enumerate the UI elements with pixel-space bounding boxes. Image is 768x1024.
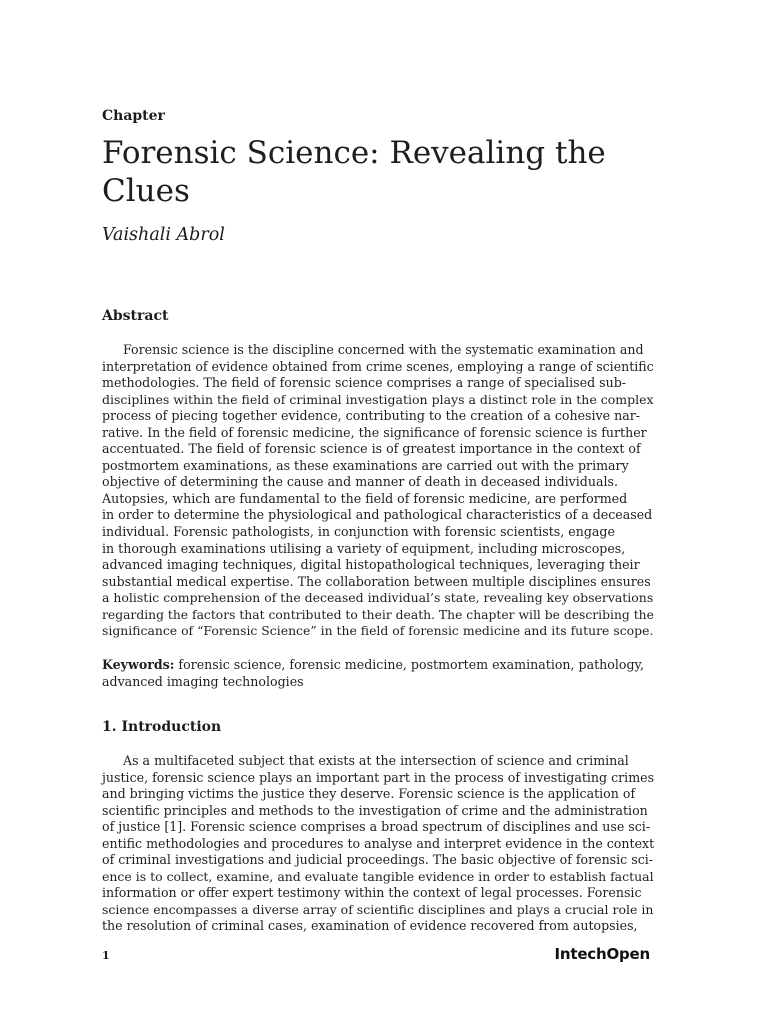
- abstract-line: disciplines within the field of criminal investigation plays a distinct role in the complex: [102, 391, 654, 407]
- introduction-line: information or offer expert testimony within the context of legal processes. Forensic: [102, 885, 642, 901]
- page-footer: [102, 945, 654, 967]
- keywords-label: Keywords:: [102, 657, 175, 672]
- chapter-title-line: Clues: [102, 173, 190, 209]
- introduction-paragraph: [102, 753, 654, 935]
- abstract-line: postmortem examinations, as these examinations are carried out with the primary: [102, 457, 629, 473]
- abstract-line: interpretation of evidence obtained from crime scenes, employing a range of scientific: [102, 358, 654, 374]
- keywords-line: [102, 657, 654, 674]
- introduction-heading: 1. Introduction: [102, 719, 222, 735]
- abstract-heading: Abstract: [102, 308, 169, 324]
- chapter-title: [102, 134, 654, 210]
- abstract-line: a holistic comprehension of the deceased individual’s state, revealing key observations: [102, 590, 654, 606]
- abstract-line: regarding the factors that contributed to their death. The chapter will be describing the: [102, 607, 654, 622]
- abstract-line: advanced imaging techniques, digital histopathological techniques, leveraging their: [102, 557, 640, 573]
- introduction-line: of criminal investigations and judicial proceedings. The basic objective of forensic sci-: [102, 852, 654, 868]
- introduction-line: entific methodologies and procedures to analyse and interpret evidence in the context: [102, 835, 655, 851]
- introduction-line: scientific principles and methods to the investigation of crime and the administration: [102, 802, 648, 818]
- abstract-line: Forensic science is the discipline concerned with the systematic examination and: [123, 342, 644, 357]
- keywords-paragraph: [102, 657, 654, 690]
- abstract-line: in thorough examinations utilising a variety of equipment, including microscopes,: [102, 540, 626, 556]
- author-name: Vaishali Abrol: [102, 225, 225, 245]
- keywords-text: forensic science, forensic medicine, postmortem examination, pathology,: [174, 657, 644, 672]
- introduction-line: of justice [1]. Forensic science comprises a broad spectrum of disciplines and use sci-: [102, 819, 651, 835]
- chapter-title-line: Forensic Science: Revealing the: [102, 135, 606, 171]
- abstract-line: in order to determine the physiological and pathological characteristics of a deceased: [102, 507, 653, 523]
- abstract-line: individual. Forensic pathologists, in conjunction with forensic scientists, engage: [102, 524, 615, 540]
- abstract-line: significance of “Forensic Science” in the field of forensic medicine and its future scope.: [102, 623, 654, 639]
- introduction-line: the resolution of criminal cases, examination of evidence recovered from autopsies,: [102, 918, 638, 934]
- abstract-line: Autopsies, which are fundamental to the field of forensic medicine, are performed: [102, 490, 628, 506]
- page-number: 1: [102, 949, 110, 962]
- publisher-logo: IntechOpen: [554, 945, 650, 963]
- abstract-line: rative. In the field of forensic medicine, the significance of forensic science is further: [102, 424, 647, 440]
- introduction-line: justice, forensic science plays an important part in the process of investigating crimes: [102, 769, 655, 785]
- chapter-label: Chapter: [102, 108, 165, 124]
- chapter-page: [102, 0, 654, 1024]
- abstract-line: objective of determining the cause and manner of death in deceased individuals.: [102, 474, 618, 490]
- keywords-line: advanced imaging technologies: [102, 673, 304, 689]
- introduction-line: science encompasses a diverse array of scientific disciplines and plays a crucial role in: [102, 901, 654, 917]
- abstract-line: substantial medical expertise. The collaboration between multiple disciplines ensures: [102, 573, 651, 589]
- introduction-line: and bringing victims the justice they deserve. Forensic science is the application of: [102, 786, 636, 802]
- abstract-paragraph: [102, 342, 654, 640]
- abstract-line: accentuated. The field of forensic science is of greatest importance in the context of: [102, 441, 641, 457]
- abstract-line: process of piecing together evidence, contributing to the creation of a cohesive nar-: [102, 408, 640, 424]
- abstract-line: methodologies. The field of forensic science comprises a range of specialised sub-: [102, 375, 627, 391]
- introduction-line: ence is to collect, examine, and evaluate tangible evidence in order to establish factual: [102, 868, 654, 884]
- introduction-line: As a multifaceted subject that exists at the intersection of science and criminal: [123, 753, 629, 768]
